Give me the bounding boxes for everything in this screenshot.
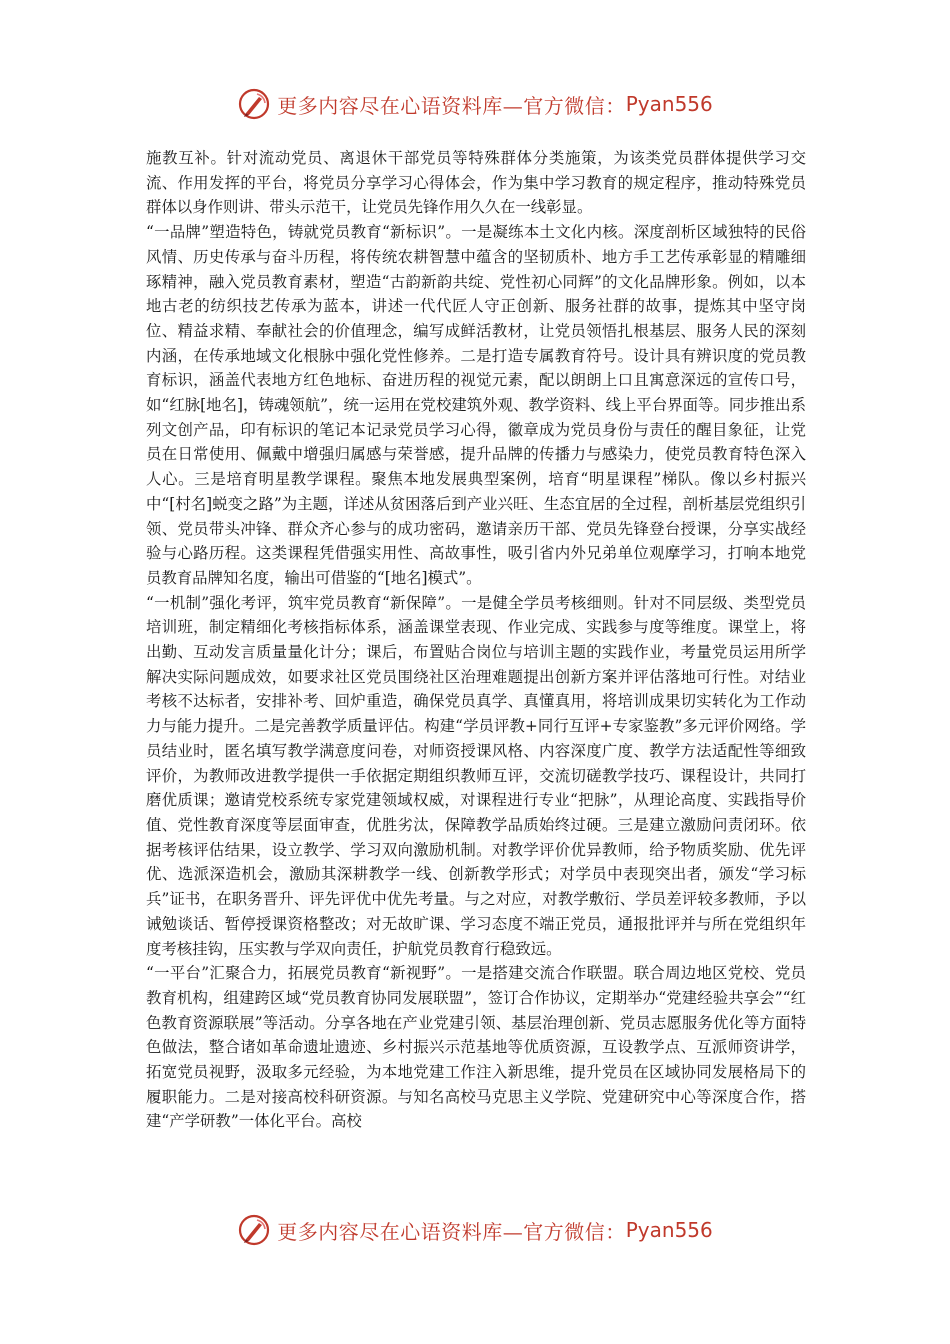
document-body <box>146 146 806 1134</box>
paragraph-brand: “一品牌”塑造特色，铸就党员教育“新标识”。一是凝练本土文化内核。深度剖析区域独特的民俗风情、历史传承与奋斗历程，将传统农耕智慧中蕴含的坚韧质朴、地方手工艺传承彰显的精雕细琢精神，融入党员教育素材，塑造“古韵新韵共绽、党性初心同辉”的文化品牌形象。例如，以本地古老的纺织技艺传承为蓝本，讲述一代代匠人守正创新、服务社群的故事，提炼其中坚守岗位、精益求精、奉献社会的价值理念，编写成鲜活教材，让党员领悟扎根基层、服务人民的深刻内涵，在传承地域文化根脉中强化党性修养。二是打造专属教育符号。设计具有辨识度的党员教育标识，涵盖代表地方红色地标、奋进历程的视觉元素，配以朗朗上口且寓意深远的宣传口号，如“红脉[地名]，铸魂领航”，统一运用在党校建筑外观、教学资料、线上平台界面等。同步推出系列文创产品，印有标识的笔记本记录党员学习心得，徽章成为党员身份与责任的醒目象征，让党员在日常使用、佩戴中增强归属感与荣誉感，提升品牌的传播力与感染力，使党员教育特色深入人心。三是培育明星教学课程。聚焦本地发展典型案例，培育“明星课程”梯队。像以乡村振兴中“[村名]蜕变之路”为主题，详述从贫困落后到产业兴旺、生态宜居的全过程，剖析基层党组织引领、党员带头冲锋、群众齐心参与的成功密码，邀请亲历干部、党员先锋登台授课，分享实战经验与心路历程。这类课程凭借强实用性、高故事性，吸引省内外兄弟单位观摩学习，打响本地党员教育品牌知名度，输出可借鉴的“[地名]模式”。 <box>146 223 806 587</box>
paragraph-platform: “一平台”汇聚合力，拓展党员教育“新视野”。一是搭建交流合作联盟。联合周边地区党校、党员教育机构，组建跨区域“党员教育协同发展联盟”，签订合作协议，定期举办“党建经验共享会”“红色教育资源联展”等活动。分享各地在产业党建引领、基层治理创新、党员志愿服务优化等方面特色做法，整合诸如革命遗址遗迹、乡村振兴示范基地等优质资源，互设教学点、互派师资讲学，拓宽党员视野，汲取多元经验，为本地党建工作注入新思维，提升党员在区域协同发展格局下的履职能力。二是对接高校科研资源。与知名高校马克思主义学院、党建研究中心等深度合作，搭建“产学研教”一体化平台。高校 <box>146 964 806 1131</box>
paragraph-intro: 施教互补。针对流动党员、离退休干部党员等特殊群体分类施策，为该类党员群体提供学习交流、作用发挥的平台，将党员分享学习心得体会，作为集中学习教育的规定程序，推动特殊党员群体以身作则讲、带头示范干，让党员先锋作用久久在一线彰显。 <box>146 149 806 217</box>
watermark-banner-top <box>0 84 950 124</box>
paragraph-mechanism: “一机制”强化考评，筑牢党员教育“新保障”。一是健全学员考核细则。针对不同层级、类型党员培训班，制定精细化考核指标体系，涵盖课堂表现、作业完成、实践参与度等维度。课堂上，将出勤、互动发言质量量化计分；课后，布置贴合岗位与培训主题的实践作业，考量党员运用所学解决实际问题成效，如要求社区党员围绕社区治理难题提出创新方案并评估落地可行性。对结业考核不达标者，安排补考、回炉重造，确保党员真学、真懂真用，将培训成果切实转化为工作动力与能力提升。二是完善教学质量评估。构建“学员评教+同行互评+专家鉴教”多元评价网络。学员结业时，匿名填写教学满意度问卷，对师资授课风格、内容深度广度、教学方法适配性等细致评价，为教师改进教学提供一手依据定期组织教师互评，交流切磋教学技巧、课程设计，共同打磨优质课；邀请党校系统专家党建领域权威，对课程进行专业“把脉”，从理论高度、实践指导价值、党性教育深度等层面审查，优胜劣汰，保障教学品质始终过硬。三是建立激励问责闭环。依据考核评估结果，设立教学、学习双向激励机制。对教学评价优异教师，给予物质奖励、优先评优、选派深造机会，激励其深耕教学一线、创新教学形式；对学员中表现突出者，颁发“学习标兵”证书，在职务晋升、评先评优中优先考量。与之对应，对教学敷衍、学员差评较多教师，予以诫勉谈话、暂停授课资格整改；对无故旷课、学习态度不端正党员，通报批评并与所在党组织年度考核挂钩，压实教与学双向责任，护航党员教育行稳致远。 <box>146 593 806 958</box>
watermark-text: 更多内容尽在心语资料库—官方微信： <box>277 1219 626 1244</box>
pen-logo-icon <box>237 1213 271 1247</box>
watermark-handle: Pyan556 <box>625 92 713 116</box>
watermark-handle: Pyan556 <box>625 1218 713 1242</box>
pen-logo-icon <box>237 87 271 121</box>
watermark-text: 更多内容尽在心语资料库—官方微信： <box>277 93 626 118</box>
watermark-banner-bottom <box>0 1210 950 1250</box>
